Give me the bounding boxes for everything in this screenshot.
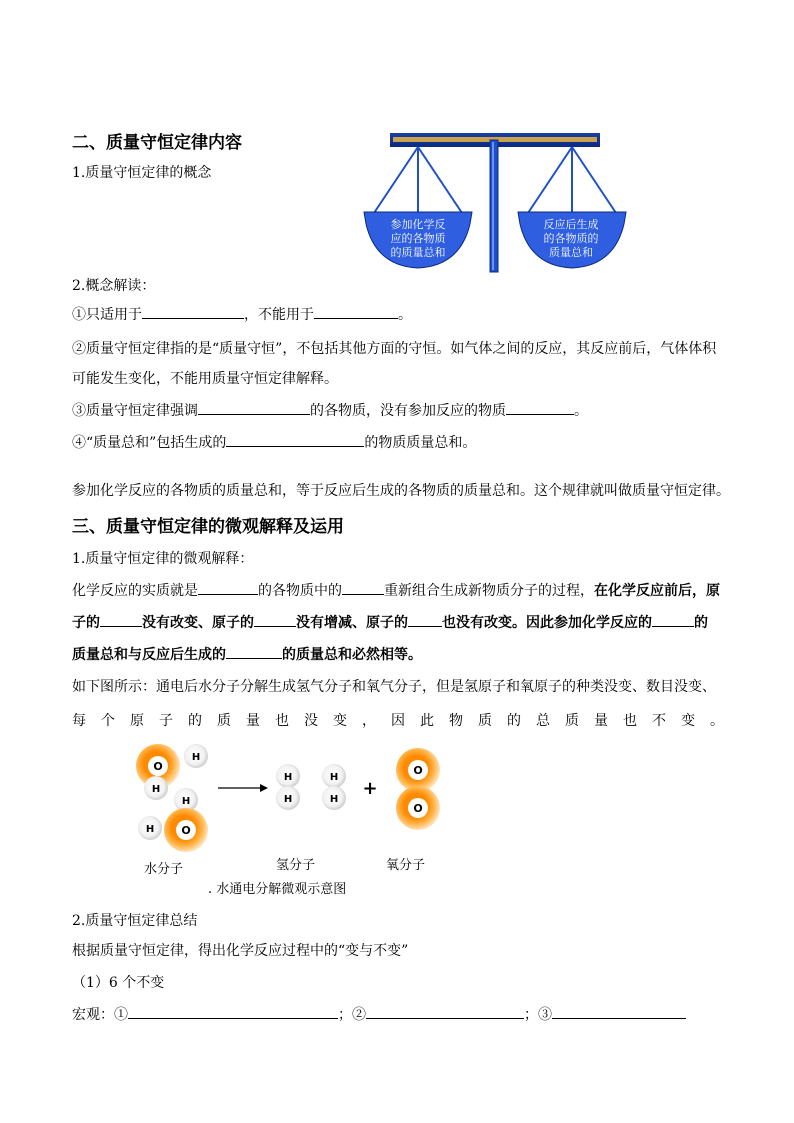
p1-text-c: 重新组合生成新物质分子的过程， [384, 583, 594, 599]
hydrogen-label: 氢分子 [276, 858, 316, 873]
micro-para-line1 [72, 580, 720, 600]
item4-blank[interactable] [226, 432, 364, 447]
example-line2-char: 质 [478, 713, 492, 729]
h-label: H [145, 824, 155, 835]
o-label: O [153, 760, 163, 773]
macro-text-c: ；③ [524, 1007, 552, 1023]
p1-text-b: 的各物质中的 [258, 583, 342, 599]
item3-blank-2[interactable] [506, 400, 574, 415]
macro-text-b: ；② [338, 1007, 366, 1023]
o-label: O [413, 764, 423, 777]
h-label: H [191, 752, 201, 763]
example-line2-char: 变 [333, 713, 347, 729]
item3-blank-1[interactable] [198, 400, 310, 415]
arrow-head-icon [260, 784, 268, 792]
item1-blank-1[interactable] [142, 304, 244, 319]
macro-line [72, 1004, 686, 1024]
molecule-figure [128, 742, 448, 854]
item3-text-a: ③质量守恒定律强调 [72, 403, 198, 419]
h-label: H [329, 772, 339, 783]
example-line2-char: 。 [710, 713, 724, 729]
item2-line1: ②质量守恒定律指的是“质量守恒”，不包括其他方面的守恒。如气体之间的反应，其反应前后，气体体积 [72, 341, 717, 357]
example-line2-char: 总 [536, 713, 550, 729]
summary-desc: 根据质量守恒定律，得出化学反应过程中的“变与不变” [72, 943, 409, 959]
p2-text-e: 的 [694, 615, 708, 631]
example-line2-char: ， [362, 713, 376, 729]
item2-line2: 可能发生变化，不能用质量守恒定律解释。 [72, 371, 338, 387]
h-label: H [181, 796, 191, 807]
example-line2-char: 质 [217, 713, 231, 729]
right-string-3 [572, 147, 618, 216]
right-pan-label [533, 218, 609, 260]
example-line1: 如下图所示：通电后水分子分解生成氢气分子和氧气分子，但是氢原子和氧原子的种类没变、数目没变、 [72, 679, 716, 695]
example-line2-char: 不 [652, 713, 666, 729]
plus-sign: + [362, 778, 378, 799]
item3-text-b: 的各物质，没有参加反应的物质 [310, 403, 506, 419]
item4 [72, 432, 476, 452]
example-line2-char: 也 [275, 713, 289, 729]
o-label: O [181, 824, 191, 837]
interpretation-title: 2.概念解读： [72, 278, 156, 294]
macro-blank-2[interactable] [366, 1004, 524, 1019]
item1-text-c: 。 [398, 307, 412, 323]
example-line2-char: 量 [594, 713, 608, 729]
p3-text-b: 的质量总和必然相等。 [282, 647, 422, 663]
p2-blank-3[interactable] [408, 612, 442, 627]
example-line2-char: 个 [101, 713, 115, 729]
p1-text-a: 化学反应的实质就是 [72, 583, 198, 599]
p3-blank[interactable] [226, 644, 282, 659]
h-label: H [151, 784, 161, 795]
example-line2-char: 物 [449, 713, 463, 729]
right-pan-line-1: 反应后生成 [543, 218, 599, 231]
p1-blank-2[interactable] [342, 580, 384, 595]
right-pan-line-3: 质量总和 [549, 246, 593, 259]
example-line2-char: 此 [420, 713, 434, 729]
micro-para-line3 [72, 644, 422, 664]
right-pan-line-2: 的各物质的 [543, 232, 599, 245]
example-line2-char: 没 [304, 713, 318, 729]
item1 [72, 304, 412, 324]
balance-post-highlight [492, 142, 494, 270]
p2-blank-1[interactable] [100, 612, 142, 627]
example-line2-char: 变 [681, 713, 695, 729]
p2-text-d: 也没有改变。因此参加化学反应的 [442, 615, 652, 631]
left-string-1 [372, 147, 418, 216]
example-line2-char: 也 [623, 713, 637, 729]
item4-text-a: ④“质量总和”包括生成的 [72, 435, 227, 451]
micro-para-line2 [72, 612, 708, 632]
example-line2-char: 质 [565, 713, 579, 729]
example-line2-char: 的 [188, 713, 202, 729]
example-line2-char: 因 [391, 713, 405, 729]
example-line2 [72, 710, 724, 730]
item4-text-b: 的物质质量总和。 [364, 435, 477, 451]
left-pan-label [380, 218, 456, 260]
left-pan-line-2: 应的各物质 [390, 232, 446, 245]
p2-text-a: 子的 [72, 615, 100, 631]
p1-text-d: 在化学反应前后，原 [594, 583, 720, 599]
oxygen-label: 氧分子 [386, 858, 426, 873]
left-string-3 [418, 147, 464, 216]
example-line2-char: 每 [72, 713, 86, 729]
six-unchanged: （1）6 个不变 [72, 975, 165, 991]
section3-heading: 三、质量守恒定律的微观解释及运用 [72, 517, 344, 537]
h-label: H [283, 794, 293, 805]
h-label: H [283, 772, 293, 783]
item3-text-c: 。 [574, 403, 588, 419]
example-line2-char: 子 [159, 713, 173, 729]
p3-text-a: 质量总和与反应后生成的 [72, 647, 226, 663]
right-string-1 [526, 147, 572, 216]
water-label: 水分子 [144, 862, 184, 877]
summary-title: 2.质量守恒定律总结 [72, 913, 198, 929]
p2-text-c: 没有增减、原子的 [296, 615, 408, 631]
p2-blank-4[interactable] [652, 612, 694, 627]
macro-blank-3[interactable] [552, 1004, 686, 1019]
law-statement: 参加化学反应的各物质的质量总和，等于反应后生成的各物质的质量总和。这个规律就叫做质量守恒定律。 [72, 483, 730, 499]
left-pan-line-1: 参加化学反 [390, 218, 446, 231]
item1-blank-2[interactable] [314, 304, 398, 319]
p2-blank-2[interactable] [254, 612, 296, 627]
item1-text-b: ，不能用于 [244, 307, 314, 323]
item1-text-a: ①只适用于 [72, 307, 142, 323]
macro-blank-1[interactable] [128, 1004, 338, 1019]
example-line2-char: 原 [130, 713, 144, 729]
section2-heading: 二、质量守恒定律内容 [72, 133, 242, 153]
p2-text-b: 没有改变、原子的 [142, 615, 254, 631]
h-label: H [329, 794, 339, 805]
figure-caption: . 水通电分解微观示意图 [208, 882, 347, 897]
example-line2-char: 的 [507, 713, 521, 729]
left-pan-line-3: 的质量总和 [390, 246, 446, 259]
concept-title: 1.质量守恒定律的概念 [72, 165, 212, 181]
example-line2-char: 量 [246, 713, 260, 729]
item3 [72, 400, 588, 420]
o-label: O [413, 802, 423, 815]
macro-text-a: 宏观：① [72, 1007, 128, 1023]
micro-title: 1.质量守恒定律的微观解释： [72, 551, 254, 567]
p1-blank-1[interactable] [198, 580, 258, 595]
